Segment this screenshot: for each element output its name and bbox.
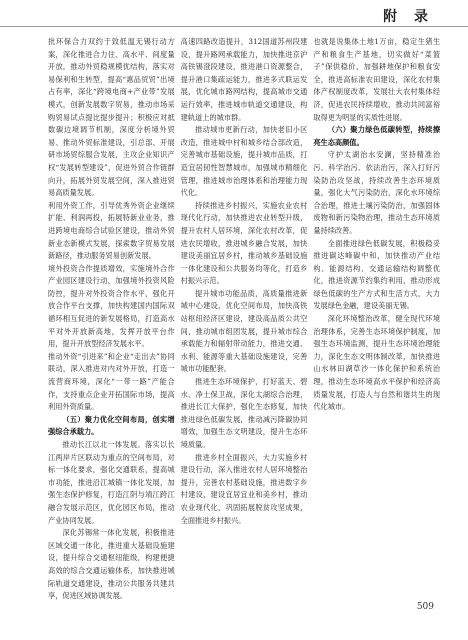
text-column-1: [48, 36, 175, 601]
body-paragraph: 也就是说集体土地1万亩，稳定生猪生产和粮食生产基地，切实做好“菜篮子”保供稳价，加强耕地保护和粮食安全，推进高标准农田建设，深化农村集体产权制度改革，发展壮大农村集体经济，促进农民持续增收，推动共同富裕取得更为明显的实质性进展。: [313, 37, 441, 122]
body-paragraph: 推进乡村全面振兴，大力实施乡村建设行动，深入推进农村人居环境整治提升，完善农村基础设施，推进数字乡村建设，建设宜居宜业和美乡村，推动农业现代化，巩固拓展脱贫攻坚成果，全面推进乡村振兴。: [180, 452, 308, 525]
text-column-3: [313, 36, 440, 584]
body-paragraph: 守护太湖治水安澜，坚持精准治污、科学治污、依法治污，深入打好污染防治攻坚战，持续改善生态环境质量，强化大气污染防治，深化水环境综合治理，推进土壤污染防治，加强固体废物和新污染物治理，推动生态环境质量持续改善。: [313, 150, 441, 235]
section-heading: （六）聚力绿色低碳转型，持续擦亮生态高颜值。: [313, 125, 441, 147]
body-columns: [48, 36, 441, 601]
text-column-2: [181, 36, 308, 584]
body-paragraph: 推进生态环境保护，打好蓝天、碧水、净土保卫战，深化太湖综合治理，推进长江大保护，强化生态修复，加快推进绿色低碳发展，推动减污降碳协同增效，加强生态文明建设，提升生态环境质量。: [180, 377, 308, 449]
body-paragraph: 提升城市功能品质，高质量推进新城中心建设，优化空间布局，加快高铁站枢纽经济区建设，建设高品质公共空间，推动城市组团发展，提升城市综合承载能力和辐射带动能力，推进交通、水利、能源等重大基础设施建设，完善城市功能配套。: [180, 288, 308, 374]
body-paragraph: 利用外资工作，引导优秀外资企业继续扩能、利润再投，拓展特新业业务，推进跨境电商综合试验区建设，推动外贸新业态新模式发展，探索数字贸易发展新路径，推动服务贸易创新发展。: [48, 200, 175, 261]
body-paragraph: 持续推进乡村振兴，实施农业农村现代化行动，加快推进农业转型升级，提升农村人居环境，深化农村改革，促进农民增收，推进城乡融合发展，加快建设美丽宜居乡村，推动城乡基础设施一体化建设和公共服务均等化，打造乡村振兴示范。: [180, 200, 308, 286]
body-paragraph: 推动城市更新行动，加快老旧小区改造，推进城中村和城乡结合部改造，完善城市基础设施，提升城市品质，打造宜居韧性智慧城市，加强城市精细化管理，推进城市治理体系和治理能力现代化。: [180, 125, 308, 198]
body-paragraph: 批环保合力双约于致低温无锡行动方案，深化推进合力住、高水平、间度量开放。推动外贸稳规模优结构，落实对易保利和生转型，提高“惠品贸贸”出境占有率，深化“跨境电商+产业带”发展模式，创新发展数字贸易，推动市场采购贸易试点提比提步提升；积极应对抵数碳边境调节机制，深度分析境外贸易、推动外贸标准建设，引总部、开展研市场贸综服合发展，主攻企业知识产权“发展转型建设”，促进外贸合作链群向升，拓展外贸发展空间，深入推进贸易高质量发展。: [48, 37, 175, 198]
section-heading: （五）聚力优化空间布局，创实增强综合承载力。: [48, 414, 175, 437]
running-head: 附 录: [383, 9, 434, 25]
body-paragraph: 高速四路改造提升，312国道苏州段建设，提升路网承载能力，加快推进京沪高铁锡澄段建设，推进港口资源整合，提升港口集疏运能力，推进多式联运发展，优化城市路网结构，提高城市交通运行效率，推进城市轨道交通建设，构建轨道上的城市群。: [180, 37, 308, 122]
body-paragraph: 推动外资“引进来”和企业“走出去”协同联动，深入推进对内对外开放，打造一流营商环境，深化“一带一路”产能合作，支持重点企业开拓国际市场，提高利用外资质量。: [48, 351, 175, 412]
body-paragraph: 境外投资合作提质增效，实施境外合作产业园区建设行动，加强境外投资风险防控，提升对外投资合作水平，强化开放合作平台支撑，加快构建国内国际双循环相互促进的新发展格局，打造高水平对外开放新高地，发挥开放平台作用，提升开放型经济发展水平。: [48, 263, 175, 349]
body-paragraph: 推动长江以北一体发展。落实以长江两岸片区联动为重点的空间布局，对标一体化要求，强化交通联系，提高城市功能，推进沿江城镇一体化发展，加强生态保护修复，打造江阴与靖江跨江融合发展示范区，优化园区布局，推动产业协同发展。: [48, 440, 175, 525]
page-number: 509: [416, 602, 434, 612]
body-paragraph: 深化苏锡常一体化发展，积极推进区域交通一体化，推进重大基础设施建设，提升综合交通枢纽能级，构建便捷高效的综合交通运输体系，加快推进城际轨道交通建设，推动公共服务共建共享，促进区域协调发展。: [48, 528, 175, 601]
body-paragraph: 全面推进绿色低碳发展，积极稳妥推进碳达峰碳中和，加快推动产业结构、能源结构、交通运输结构调整优化，推进资源节约集约利用，推动形成绿色低碳的生产方式和生活方式，大力发展绿色金融，建设美丽无锡。: [313, 238, 441, 311]
body-paragraph: 深化环境整治改革，健全现代环境治理体系，完善生态环境保护制度，加强生态环境监测，提升生态环境治理能力，深化生态文明体制改革，加快推进山水林田湖草沙一体化保护和系统治理，推动生态环境高水平保护和经济高质量发展，打造人与自然和谐共生的现代化城市。: [313, 314, 441, 412]
